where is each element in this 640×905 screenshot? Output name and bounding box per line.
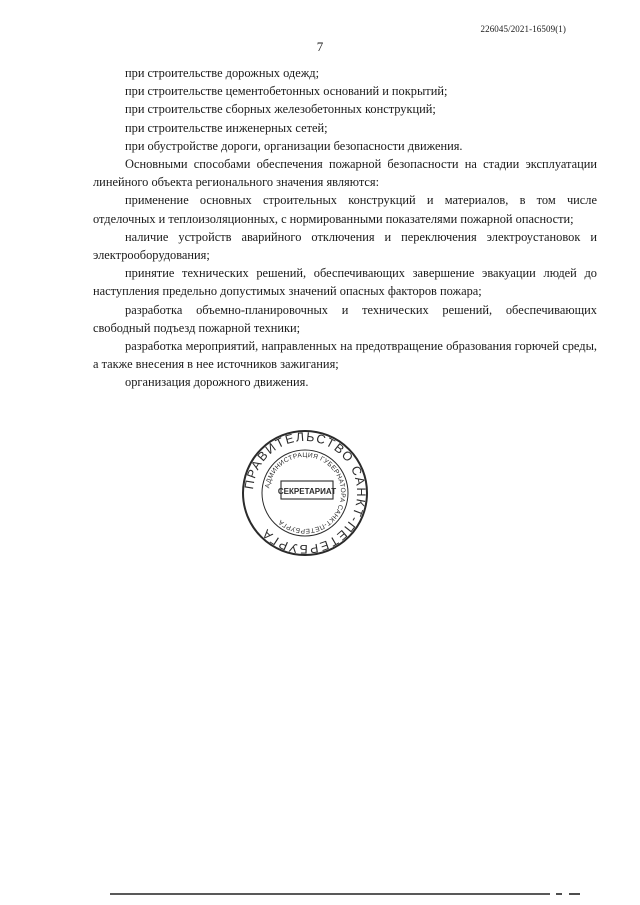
seal-center-text: СЕКРЕТАРИАТ xyxy=(277,487,337,496)
paragraph: при строительстве инженерных сетей; xyxy=(125,120,328,135)
bottom-rule xyxy=(110,893,580,895)
document-body xyxy=(93,64,597,392)
page-number: 7 xyxy=(316,39,324,54)
paragraph: Основными способами обеспечения пожарной безопасности на стадии эксплуатации линейного объекта регионального значения являются: xyxy=(93,157,597,190)
paragraph: принятие технических решений, обеспечивающих завершение эвакуации людей до наступления предельно допустимых значений опасных факторов пожара; xyxy=(93,266,597,299)
paragraph: при строительстве цементобетонных оснований и покрытий; xyxy=(125,84,448,99)
paragraph: наличие устройств аварийного отключения и переключения электроустановок и электрооборудования; xyxy=(93,229,597,263)
paragraph: разработка объемно-планировочных и технических решений, обеспечивающих свободный подъезд пожарной техники; xyxy=(93,302,597,335)
paragraph: разработка мероприятий, направленных на предотвращение образования горючей среды, а также внесения в нее источников зажигания; xyxy=(93,339,597,372)
seal-outer-text: ПРАВИТЕЛЬСТВО САНКТ-ПЕТЕРБУРГА xyxy=(241,429,369,557)
paragraph: при обустройстве дороги, организации безопасности движения. xyxy=(125,138,463,153)
official-seal xyxy=(241,429,369,557)
paragraph: при строительстве дорожных одежд; xyxy=(125,66,320,80)
document-id: 226045/2021-16509(1) xyxy=(480,24,566,34)
paragraph: при строительстве сборных железобетонных конструкций; xyxy=(125,102,436,117)
seal-inner-text: АДМИНИСТРАЦИЯ ГУБЕРНАТОРА САНКТ-ПЕТЕРБУРГА xyxy=(264,451,347,535)
paragraph: организация дорожного движения. xyxy=(125,375,309,390)
paragraph: применение основных строительных конструкций и материалов, в том числе отделочных и теплоизоляционных, с нормированными показателями пожарной опасности; xyxy=(93,193,597,226)
